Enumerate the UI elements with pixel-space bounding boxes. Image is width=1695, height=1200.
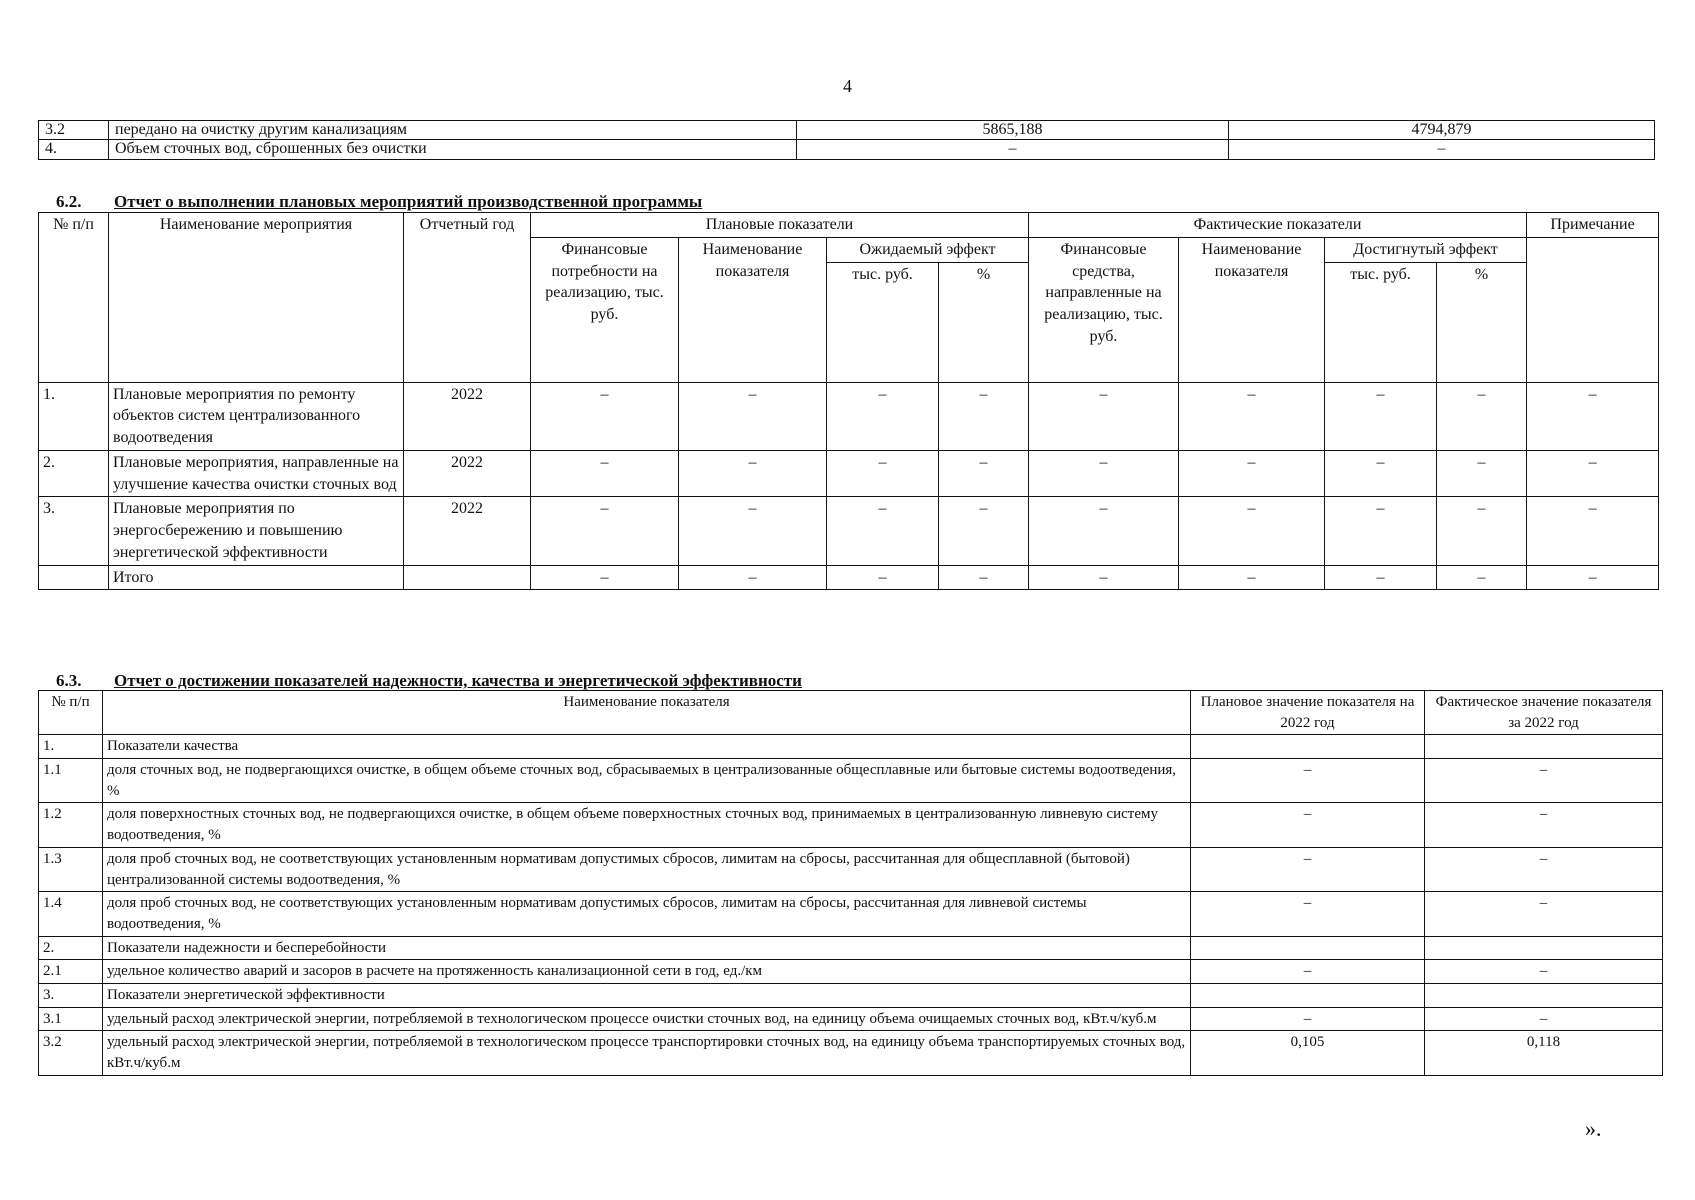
fact-value: –: [1425, 847, 1663, 891]
row-name: Показатели качества: [103, 735, 1191, 759]
value-cell: –: [1029, 565, 1179, 590]
row-name: доля сточных вод, не подвергающихся очистке, в общем объеме сточных вод, сбрасываемых в централизованные общесплавные или бытовые системы водоотведения, %: [103, 759, 1191, 803]
indicators-table: [38, 690, 1663, 1076]
header-row: [39, 213, 1659, 238]
value-cell: –: [1437, 450, 1527, 497]
header-percent: %: [939, 262, 1029, 382]
table-row: [39, 803, 1663, 847]
total-row: [39, 565, 1659, 590]
row-number: 1.: [39, 735, 103, 759]
table-row: [39, 892, 1663, 936]
table-row: [39, 382, 1659, 450]
fact-value: –: [1425, 892, 1663, 936]
row-name: Объем сточных вод, сброшенных без очистки: [109, 140, 797, 159]
table-row: [39, 983, 1663, 1007]
header-fin-need: Финансовые потребности на реализацию, тыс. руб.: [531, 237, 679, 382]
value-cell: –: [1029, 497, 1179, 565]
header-num: № п/п: [39, 691, 103, 735]
row-number: 2.: [39, 936, 103, 960]
header-note: Примечание: [1527, 213, 1659, 238]
value-cell: –: [531, 382, 679, 450]
row-number: 1.2: [39, 803, 103, 847]
plan-value: –: [1191, 803, 1425, 847]
fact-value: –: [1425, 960, 1663, 984]
value-cell: –: [939, 497, 1029, 565]
value-cell: –: [1437, 497, 1527, 565]
row-name: Показатели надежности и бесперебойности: [103, 936, 1191, 960]
closing-quote: ».: [1585, 1116, 1602, 1141]
value-cell: –: [679, 382, 827, 450]
value-cell: –: [1325, 565, 1437, 590]
value-cell: –: [939, 382, 1029, 450]
row-name: Плановые мероприятия, направленные на улучшение качества очистки сточных вод: [109, 450, 404, 497]
header-year: Отчетный год: [404, 213, 531, 383]
table-row: [39, 450, 1659, 497]
fact-value: 0,118: [1425, 1031, 1663, 1075]
row-number: 3.: [39, 983, 103, 1007]
row-name: удельный расход электрической энергии, потребляемой в технологическом процессе транспортировки сточных вод, на единицу объема транспортируемых сточных вод, кВт.ч/куб.м: [103, 1031, 1191, 1075]
value-cell: –: [531, 565, 679, 590]
table-row: [39, 140, 1655, 159]
section-heading: [56, 192, 702, 212]
row-name: доля проб сточных вод, не соответствующих установленным нормативам допустимых сбросов, лимитам на сбросы, рассчитанная для общесплавной (бытовой) централизованной системы водоотведения, %: [103, 847, 1191, 891]
table-row: [39, 1007, 1663, 1031]
row-year-empty: [404, 565, 531, 590]
value-cell: –: [531, 450, 679, 497]
value-cell: –: [679, 450, 827, 497]
fact-value: [1425, 936, 1663, 960]
row-year: 2022: [404, 450, 531, 497]
row-number: 2.: [39, 450, 109, 497]
value-cell: –: [827, 565, 939, 590]
row-name: доля проб сточных вод, не соответствующих установленным нормативам допустимых сбросов, лимитам на сбросы, рассчитанная для ливневой системы водоотведения, %: [103, 892, 1191, 936]
fact-value: –: [1425, 803, 1663, 847]
fact-value: –: [1425, 759, 1663, 803]
row-name: Плановые мероприятия по энергосбережению и повышению энергетической эффективности: [109, 497, 404, 565]
value-cell: –: [1179, 382, 1325, 450]
value-cell: –: [1437, 382, 1527, 450]
value-cell: –: [1229, 140, 1655, 159]
table-row: [39, 497, 1659, 565]
header-thous-rub: тыс. руб.: [827, 262, 939, 382]
value-cell: –: [1179, 565, 1325, 590]
header-expected-effect: Ожидаемый эффект: [827, 237, 1029, 262]
value-cell: –: [797, 140, 1229, 159]
section-title: Отчет о достижении показателей надежности, качества и энергетической эффективности: [114, 671, 802, 690]
row-number: 3.2: [39, 121, 109, 140]
row-number: 1.: [39, 382, 109, 450]
header-achieved-effect: Достигнутый эффект: [1325, 237, 1527, 262]
value-cell: –: [1527, 382, 1659, 450]
section-heading: [56, 671, 802, 691]
row-number: 2.1: [39, 960, 103, 984]
header-plan: Плановое значение показателя на 2022 год: [1191, 691, 1425, 735]
table-row: [39, 735, 1663, 759]
row-name: Плановые мероприятия по ремонту объектов систем централизованного водоотведения: [109, 382, 404, 450]
row-year: 2022: [404, 497, 531, 565]
row-name: Показатели энергетической эффективности: [103, 983, 1191, 1007]
table-row: [39, 960, 1663, 984]
plan-value: –: [1191, 759, 1425, 803]
plan-value: –: [1191, 892, 1425, 936]
value-cell: –: [827, 450, 939, 497]
value-cell: –: [679, 565, 827, 590]
plan-value: [1191, 983, 1425, 1007]
header-indicator-name: Наименование показателя: [1179, 237, 1325, 382]
header-note-empty: [1527, 237, 1659, 382]
value-cell: 5865,188: [797, 121, 1229, 140]
table-row: [39, 847, 1663, 891]
row-number-empty: [39, 565, 109, 590]
row-name: удельный расход электрической энергии, потребляемой в технологическом процессе очистки сточных вод, на единицу объема очищаемых сточных вод, кВт.ч/куб.м: [103, 1007, 1191, 1031]
value-cell: –: [827, 497, 939, 565]
value-cell: –: [1527, 497, 1659, 565]
value-cell: –: [679, 497, 827, 565]
value-cell: –: [939, 565, 1029, 590]
row-name: удельное количество аварий и засоров в расчете на протяженность канализационной сети в год, ед./км: [103, 960, 1191, 984]
header-actual: Фактические показатели: [1029, 213, 1527, 238]
value-cell: –: [1179, 450, 1325, 497]
planned-measures-table: [38, 212, 1659, 590]
page-number: 4: [843, 76, 852, 96]
row-number: 1.1: [39, 759, 103, 803]
plan-value: –: [1191, 847, 1425, 891]
table-row: [39, 121, 1655, 140]
value-cell: –: [1437, 565, 1527, 590]
value-cell: –: [1325, 382, 1437, 450]
value-cell: –: [939, 450, 1029, 497]
table-row: [39, 1031, 1663, 1075]
section-number: 6.2.: [56, 192, 82, 211]
fact-value: [1425, 983, 1663, 1007]
plan-value: 0,105: [1191, 1031, 1425, 1075]
header-fact: Фактическое значение показателя за 2022 год: [1425, 691, 1663, 735]
value-cell: –: [1029, 382, 1179, 450]
header-indicator-name: Наименование показателя: [679, 237, 827, 382]
plan-value: –: [1191, 1007, 1425, 1031]
plan-value: [1191, 735, 1425, 759]
table-row: [39, 936, 1663, 960]
value-cell: 4794,879: [1229, 121, 1655, 140]
section-number: 6.3.: [56, 671, 82, 690]
header-percent: %: [1437, 262, 1527, 382]
value-cell: –: [1325, 450, 1437, 497]
section-title: Отчет о выполнении плановых мероприятий производственной программы: [114, 192, 703, 211]
row-number: 3.2: [39, 1031, 103, 1075]
header-fin-spent: Финансовые средства, направленные на реализацию, тыс. руб.: [1029, 237, 1179, 382]
total-label: Итого: [109, 565, 404, 590]
value-cell: –: [827, 382, 939, 450]
row-year: 2022: [404, 382, 531, 450]
plan-value: [1191, 936, 1425, 960]
header-name: Наименование мероприятия: [109, 213, 404, 383]
header-thous-rub: тыс. руб.: [1325, 262, 1437, 382]
header-name: Наименование показателя: [103, 691, 1191, 735]
row-number: 1.3: [39, 847, 103, 891]
header-num: № п/п: [39, 213, 109, 383]
row-number: 4.: [39, 140, 109, 159]
row-name: доля поверхностных сточных вод, не подвергающихся очистке, в общем объеме поверхностных сточных вод, принимаемых в централизованную ливневую систему водоотведения, %: [103, 803, 1191, 847]
value-cell: –: [1179, 497, 1325, 565]
row-name: передано на очистку другим канализациям: [109, 121, 797, 140]
value-cell: –: [531, 497, 679, 565]
row-number: 3.1: [39, 1007, 103, 1031]
continuation-table: [38, 120, 1655, 160]
value-cell: –: [1325, 497, 1437, 565]
fact-value: [1425, 735, 1663, 759]
header-planned: Плановые показатели: [531, 213, 1029, 238]
table-row: [39, 759, 1663, 803]
row-number: 1.4: [39, 892, 103, 936]
value-cell: –: [1527, 450, 1659, 497]
header-row: [39, 691, 1663, 735]
value-cell: –: [1527, 565, 1659, 590]
fact-value: –: [1425, 1007, 1663, 1031]
row-number: 3.: [39, 497, 109, 565]
value-cell: –: [1029, 450, 1179, 497]
plan-value: –: [1191, 960, 1425, 984]
